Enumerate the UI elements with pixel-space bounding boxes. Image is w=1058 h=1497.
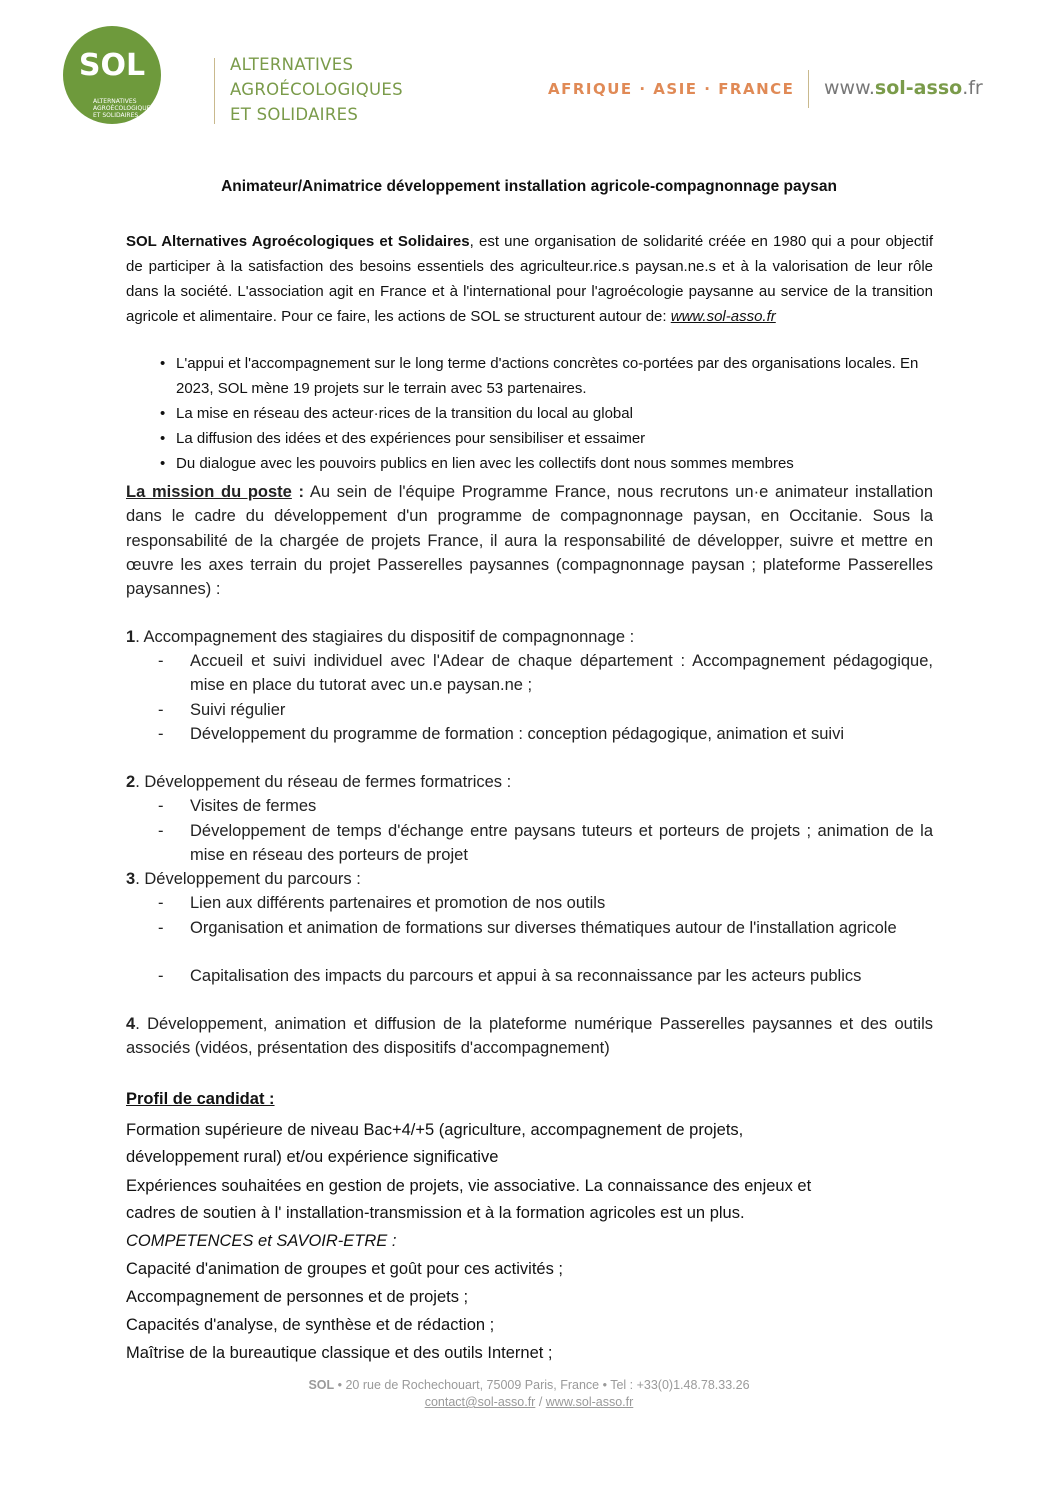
profil-line: Formation supérieure de niveau Bac+4/+5 (agriculture, accompagnement de projets, bbox=[126, 1121, 744, 1139]
section-heading bbox=[126, 1012, 933, 1061]
section-heading bbox=[126, 867, 933, 891]
footer-email-link[interactable]: contact@sol-asso.fr bbox=[424, 1395, 536, 1409]
list-item-text: Organisation et animation de formations sur diverses thématiques autour de l'installation agricole bbox=[190, 919, 897, 937]
job-title: Animateur/Animatrice développement installation agricole-compagnonnage paysan bbox=[221, 178, 837, 195]
section-number: 4 bbox=[126, 1015, 136, 1033]
brand-line: AGROÉCOLOGIQUES bbox=[230, 80, 403, 99]
footer-website-link[interactable]: www.sol-asso.fr bbox=[545, 1395, 634, 1409]
list-item: • La mise en réseau des acteur·rices de la transition du local au global bbox=[160, 401, 935, 426]
intro-paragraph bbox=[126, 229, 933, 329]
section-heading bbox=[126, 770, 933, 794]
footer-separator: / bbox=[535, 1395, 546, 1409]
mission-colon: : bbox=[291, 483, 305, 501]
header-divider bbox=[214, 58, 215, 124]
intro-text: , est une organisation de solidarité créée en 1980 qui a pour objectif de participer à la satisfaction des besoins essentiels des agriculteur.rice.s paysan.ne.s et à la valorisation de leur rôle dans la société. L'association agit en France et à l'international pour l'agroécologie paysanne au service de la transition agricole et alimentaire. Pour ce faire, les actions de SOL se structurent autour de: bbox=[126, 233, 933, 325]
brand-line: ALTERNATIVES bbox=[230, 55, 354, 74]
list-item: • L'appui et l'accompagnement sur le long terme d'actions concrètes co-portées par des organisations locales. En 2023, SOL mène 19 projets sur le terrain avec 53 partenaires. bbox=[160, 351, 935, 401]
mission-paragraph bbox=[126, 480, 933, 601]
website-suffix: .fr bbox=[962, 77, 983, 99]
profil-line: cadres de soutien à l' installation-transmission et à la formation agricoles est un plus. bbox=[126, 1204, 745, 1222]
website-prefix: www. bbox=[824, 77, 875, 99]
footer-org: SOL bbox=[308, 1378, 335, 1392]
list-item-text: Visites de fermes bbox=[190, 797, 317, 815]
profil-line: Accompagnement de personnes et de projets ; bbox=[126, 1288, 469, 1306]
profil-heading: Profil de candidat : bbox=[126, 1090, 275, 1108]
dash-marker: - bbox=[158, 725, 164, 743]
footer-address-line bbox=[0, 1377, 1058, 1394]
section-heading bbox=[126, 625, 933, 649]
intro-link[interactable]: www.sol-asso.fr bbox=[670, 308, 776, 325]
dash-marker: - bbox=[158, 701, 164, 719]
header-divider bbox=[808, 70, 809, 108]
logo-text: SOL bbox=[78, 48, 146, 83]
dash-marker: - bbox=[158, 919, 164, 937]
dash-marker: - bbox=[158, 894, 164, 912]
brand-line: ET SOLIDAIRES bbox=[230, 105, 359, 124]
list-item: • Du dialogue avec les pouvoirs publics en lien avec les collectifs dont nous sommes membres bbox=[160, 451, 935, 476]
section-title: . Développement du réseau de fermes formatrices : bbox=[135, 773, 512, 791]
footer-links-line bbox=[0, 1394, 1058, 1411]
profil-line: Expériences souhaitées en gestion de projets, vie associative. La connaissance des enjeux et bbox=[126, 1177, 812, 1195]
section-number: 2 bbox=[126, 773, 136, 791]
list-item-text: Développement de temps d'échange entre paysans tuteurs et porteurs de projets ; animation de la mise en réseau des porteurs de projet bbox=[190, 822, 933, 865]
website-name: sol-asso bbox=[874, 77, 963, 99]
footer-address: • 20 rue de Rochechouart, 75009 Paris, France • Tel : +33(0)1.48.78.33.26 bbox=[334, 1378, 750, 1392]
page-footer bbox=[0, 1377, 1058, 1411]
profil-line: développement rural) et/ou expérience significative bbox=[126, 1148, 499, 1166]
regions-tagline: AFRIQUE · ASIE · FRANCE bbox=[548, 80, 795, 98]
mission-text: Au sein de l'équipe Programme France, nous recrutons un·e animateur installation dans le cadre du développement d'un programme de compagnonnage paysan, en Occitanie. Sous la responsabilité de la chargée de projets France, il aura la responsabilité de développer, suivre et mettre en œuvre les axes terrain du projet Passerelles paysannes (compagnonnage paysan ; plateforme Passerelles paysannes) : bbox=[126, 483, 933, 599]
dash-marker: - bbox=[158, 652, 164, 670]
list-item-text: Capitalisation des impacts du parcours et appui à sa reconnaissance par les acteurs publics bbox=[190, 967, 862, 985]
org-name: SOL Alternatives Agroécologiques et Solidaires bbox=[126, 233, 470, 250]
sol-logo bbox=[63, 26, 161, 124]
actions-list bbox=[160, 351, 935, 476]
header-website[interactable] bbox=[824, 77, 983, 99]
dash-marker: - bbox=[158, 967, 164, 985]
letterhead bbox=[0, 0, 1058, 160]
brand-name bbox=[230, 52, 403, 127]
list-item-text: Développement du programme de formation : conception pédagogique, animation et suivi bbox=[190, 725, 844, 743]
section-title: . Accompagnement des stagiaires du dispositif de compagnonnage : bbox=[135, 628, 635, 646]
profil-line: Capacités d'analyse, de synthèse et de rédaction ; bbox=[126, 1316, 495, 1334]
dash-marker: - bbox=[158, 822, 164, 840]
dash-marker: - bbox=[158, 797, 164, 815]
section-number: 1 bbox=[126, 628, 136, 646]
profil-line: Maîtrise de la bureautique classique et des outils Internet ; bbox=[126, 1344, 553, 1362]
list-item: • La diffusion des idées et des expériences pour sensibiliser et essaimer bbox=[160, 426, 935, 451]
logo-subtext: ALTERNATIVES AGROÉCOLOGIQUES ET SOLIDAIRES bbox=[93, 98, 155, 119]
section-title: . Développement, animation et diffusion de la plateforme numérique Passerelles paysannes et des outils associés (vidéos, présentation des dispositifs d'accompagnement) bbox=[126, 1015, 933, 1058]
profil-line: Capacité d'animation de groupes et goût pour ces activités ; bbox=[126, 1260, 563, 1278]
list-item-text: Suivi régulier bbox=[190, 701, 286, 719]
mission-label: La mission du poste bbox=[126, 483, 292, 501]
section-number: 3 bbox=[126, 870, 136, 888]
list-item-text: Lien aux différents partenaires et promotion de nos outils bbox=[190, 894, 606, 912]
competences-heading: COMPETENCES et SAVOIR-ETRE : bbox=[126, 1232, 397, 1250]
section-title: . Développement du parcours : bbox=[135, 870, 361, 888]
list-item-text: Accueil et suivi individuel avec l'Adear de chaque département : Accompagnement pédagogique, mise en place du tutorat avec un.e paysan.ne ; bbox=[190, 652, 933, 695]
